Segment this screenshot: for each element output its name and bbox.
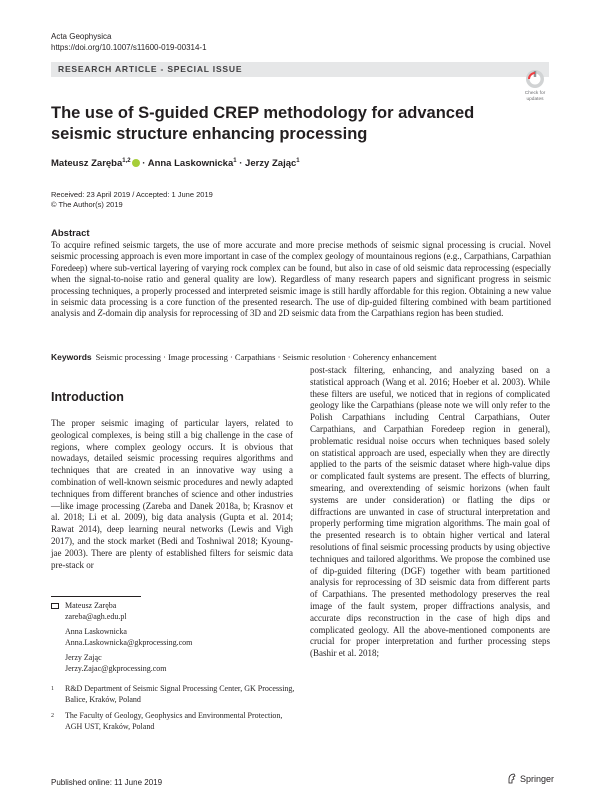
email-link[interactable]: Jerzy.Zajac@gkprocessing.com (65, 663, 167, 673)
springer-horse-icon (507, 773, 517, 784)
abstract-heading: Abstract (51, 228, 90, 239)
journal-name: Acta Geophysica (51, 32, 112, 41)
correspondent: Anna Laskownicka Anna.Laskownicka@gkprocessing.com (65, 627, 296, 648)
keywords-list: Seismic processing · Image processing · Carpathians · Seismic resolution · Coherency enhancement (95, 352, 437, 362)
correspondent: Jerzy Zając Jerzy.Zajac@gkprocessing.com (65, 653, 296, 674)
footnote-divider (51, 596, 141, 597)
author-name[interactable]: Anna Laskownicka (147, 158, 234, 170)
author-name[interactable]: Jerzy Zając (245, 158, 297, 170)
author-list (51, 158, 300, 169)
copyright: © The Author(s) 2019 (51, 200, 123, 209)
correspondent: Mateusz Zaręba zareba@agh.edu.pl (65, 601, 296, 622)
body-column-right: post-stack filtering, enhancing, and analyzing based on a statistical approach (Wang et al. 2016; Hoeber et al. 2003). While these filters are useful, we noticed that in regions of complicated geology like the Carpathians (please note we will only refer to the Polish Carpathians including Central Carpathians, Outer Carpathians, and Carpathian Foredeep region in general), problematic residual noise occurs when techniques based solely on statistical approach are used, especially when they are directly applied to the parts of the seismic dataset where high-value dips or complicated fault systems are present. The effects of blurring, smearing, and overextending of seismic horizons (when fault systems are under consideration) or flatling the dips or diffractions are unwanted in case of structural interpretation and properly performing time migration algorithms. The main goal of the presented research is to obtain higher vertical and lateral resolutions of final seismic processing products by using objective techniques and tailored algorithms. We propose the combined use of dip-guided filtering (DGF) together with beam partitioned analysis for reprocessing of 3D seismic data from different parts of Carpathians. The presented methodology preserves the real image of the fault system, proper diffractions analysis, and accurate dips reconstruction in the case of high dips and complicated geology. All the above-mentioned components are crucial for proper interpretation and further processing steps (Bashir et al. 2018; (310, 365, 550, 659)
orcid-icon[interactable] (132, 159, 140, 167)
correspondence-block (51, 601, 296, 738)
article-title: The use of S-guided CREP methodology for advanced seismic structure enhancing processing (51, 104, 475, 143)
journal-doi[interactable]: https://doi.org/10.1007/s11600-019-00314-1 (51, 43, 207, 52)
published-online: Published online: 11 June 2019 (51, 778, 163, 787)
publisher-logo (507, 773, 554, 784)
email-link[interactable]: Anna.Laskownicka@gkprocessing.com (65, 637, 193, 647)
article-type-banner (51, 62, 549, 77)
body-column-left: The proper seismic imaging of particular layers, related to geological complexes, is being still a big challenge in the case of regions, where complex geology occurs. It is obvious that nowadays, detailed seismic processing requires algorithms and techniques that are created in an innovative way using a combination of well-known seismic procedures and newly adapted techniques from different branches of science and other industries—like image processing (Zareba and Danek 2018a, b; Krasnov et al. 2018; Li et al. 2009), big data analysis (Gupta et al. 2014; Rawat 2014), deep learning neural networks (Lewis and Vigh 2017), and the stock market (Bedi and Toshniwal 2018; Kyoung-jae 2003). There are plenty of established filters for seismic data pre-stack or (51, 418, 293, 570)
author-affiliation-ref: 1 (233, 158, 237, 164)
journal-header (51, 31, 207, 53)
affiliation: 2 The Faculty of Geology, Geophysics and Environmental Protection, AGH UST, Kraków, Poland (51, 711, 283, 731)
author-name[interactable]: Mateusz Zaręba (51, 158, 123, 170)
abstract-text: To acquire refined seismic targets, the use of more accurate and more precise methods of seismic signal processing is crucial. Novel seismic processing approach is even more important in case of the complex geology of mountainous regions (e.g., Carpathians, Carpathian Foredeep) where sub-vertical layering of varying rock complex can be found, but also in case of old seismic data reprocessing (especially when the signal-to-noise ratio and general quality are low). Regardless of many research papers and significant progress in seismic processing techniques, a properly processed and interpreted seismic image is still hardly affordable for this region. Obtaining a new value in seismic data processing is a core function of the presented research. The use of dip-guided filtering combined with beam partitioned analysis and Z-domain dip analysis for reprocessing of 3D and 2D seismic data from the Carpathians region has been studied. (51, 240, 551, 319)
article-dates (51, 190, 213, 210)
author-separator: · (139, 158, 148, 170)
email-link[interactable]: zareba@agh.edu.pl (65, 611, 127, 621)
author-affiliation-ref: 1,2 (122, 158, 131, 164)
article-type-label: RESEARCH ARTICLE - SPECIAL ISSUE (58, 64, 243, 74)
keywords (51, 352, 551, 363)
check-for-updates-label: Check for updates (524, 91, 546, 102)
publisher-name: Springer (520, 774, 555, 784)
author-separator: · (236, 158, 246, 170)
section-heading-introduction: Introduction (51, 390, 124, 404)
keywords-label: Keywords (51, 352, 92, 362)
affiliation: 1 R&D Department of Seismic Signal Processing Center, GK Processing, Balice, Kraków, Poland (51, 684, 295, 704)
received-accepted: Received: 23 April 2019 / Accepted: 1 June 2019 (51, 190, 213, 199)
author-affiliation-ref: 1 (296, 158, 300, 164)
envelope-icon (51, 603, 59, 609)
